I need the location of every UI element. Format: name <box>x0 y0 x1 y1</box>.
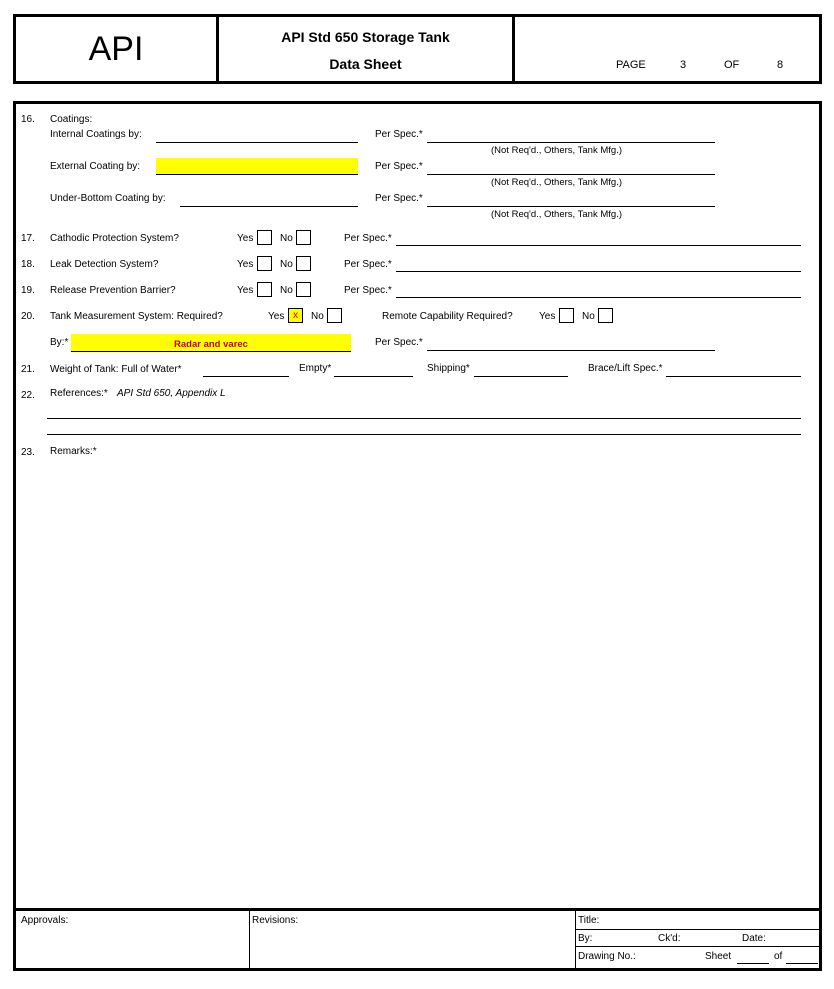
footer-divider-2 <box>575 910 576 969</box>
release-yes-label: Yes <box>237 285 254 296</box>
weight-full-field[interactable] <box>203 376 289 377</box>
item-number-16: 16. <box>21 114 35 125</box>
release-per-spec-label: Per Spec.* <box>344 285 392 296</box>
remarks-label: Remarks:* <box>50 446 97 457</box>
cathodic-no-checkbox[interactable] <box>296 230 311 245</box>
cathodic-yes-label: Yes <box>237 233 254 244</box>
references-line-2[interactable] <box>47 434 801 435</box>
release-yes-checkbox[interactable] <box>257 282 272 297</box>
by-per-spec-label: Per Spec.* <box>375 337 423 348</box>
by-field[interactable] <box>71 334 351 352</box>
release-no-checkbox[interactable] <box>296 282 311 297</box>
external-coating-field[interactable] <box>156 158 358 175</box>
footer-row-line-2 <box>575 946 819 947</box>
sheet-field[interactable] <box>737 963 769 964</box>
release-no-label: No <box>280 285 293 296</box>
weight-label: Weight of Tank: Full of Water* <box>50 364 182 375</box>
page-number: 3 <box>680 59 687 71</box>
internal-coatings-field[interactable] <box>156 142 358 143</box>
under-bottom-coating-field[interactable] <box>180 206 358 207</box>
remote-yes-checkbox[interactable] <box>559 308 574 323</box>
by-footer-label: By: <box>578 933 593 944</box>
date-label: Date: <box>742 933 766 944</box>
by-per-spec-field[interactable] <box>427 350 715 351</box>
of-label: OF <box>724 59 740 71</box>
internal-not-req-note: (Not Req'd., Others, Tank Mfg.) <box>491 145 622 156</box>
page-total: 8 <box>777 59 784 71</box>
tank-meas-yes-label: Yes <box>268 311 285 322</box>
tank-meas-no-label: No <box>311 311 324 322</box>
item-number-22: 22. <box>21 390 35 401</box>
internal-per-spec-field[interactable] <box>427 142 715 143</box>
header-title-box <box>216 14 515 84</box>
external-not-req-note: (Not Req'd., Others, Tank Mfg.) <box>491 177 622 188</box>
item-number-23: 23. <box>21 447 35 458</box>
remote-no-label: No <box>582 311 595 322</box>
sheet-label: Sheet <box>705 951 732 962</box>
external-per-spec-label: Per Spec.* <box>375 161 423 172</box>
coatings-label: Coatings: <box>50 114 93 125</box>
remote-capability-label: Remote Capability Required? <box>382 311 513 322</box>
item-number-18: 18. <box>21 259 35 270</box>
tank-meas-yes-mark: x <box>293 310 298 321</box>
approvals-label: Approvals: <box>21 915 69 926</box>
references-line-1[interactable] <box>47 418 801 419</box>
leak-per-spec-field[interactable] <box>396 271 801 272</box>
item-number-21: 21. <box>21 364 35 375</box>
weight-empty-field[interactable] <box>334 376 413 377</box>
title-label: Title: <box>578 915 600 926</box>
tank-measurement-label: Tank Measurement System: Required? <box>50 311 223 322</box>
cathodic-yes-checkbox[interactable] <box>257 230 272 245</box>
release-per-spec-field[interactable] <box>396 297 801 298</box>
internal-coatings-label: Internal Coatings by: <box>50 129 142 140</box>
tank-meas-yes-checkbox[interactable] <box>288 308 303 323</box>
item-number-20: 20. <box>21 311 35 322</box>
cathodic-no-label: No <box>280 233 293 244</box>
remote-yes-label: Yes <box>539 311 556 322</box>
drawing-no-label: Drawing No.: <box>578 951 636 962</box>
footer-row-line-1 <box>575 929 819 930</box>
footer-divider-1 <box>249 910 250 969</box>
brace-lift-field[interactable] <box>666 376 801 377</box>
empty-label: Empty* <box>299 363 332 374</box>
api-logo: API <box>88 30 144 68</box>
references-value: API Std 650, Appendix L <box>117 388 226 399</box>
leak-yes-checkbox[interactable] <box>257 256 272 271</box>
brace-lift-label: Brace/Lift Spec.* <box>588 363 663 374</box>
item-number-19: 19. <box>21 285 35 296</box>
footer-box <box>13 908 822 971</box>
ckd-label: Ck'd: <box>658 933 681 944</box>
under-per-spec-field[interactable] <box>427 206 715 207</box>
shipping-label: Shipping* <box>427 363 470 374</box>
by-value: Radar and varec <box>174 339 248 350</box>
internal-per-spec-label: Per Spec.* <box>375 129 423 140</box>
item-number-17: 17. <box>21 233 35 244</box>
page-subtitle: Data Sheet <box>329 56 402 72</box>
page-label: PAGE <box>616 59 646 71</box>
references-label: References:* <box>50 388 108 399</box>
tank-meas-no-checkbox[interactable] <box>327 308 342 323</box>
header-page-box <box>512 14 822 84</box>
revisions-label: Revisions: <box>252 915 299 926</box>
leak-per-spec-label: Per Spec.* <box>344 259 392 270</box>
page-title: API Std 650 Storage Tank <box>281 29 450 45</box>
leak-no-checkbox[interactable] <box>296 256 311 271</box>
sheet-of-label: of <box>774 951 783 962</box>
sheet-of-field[interactable] <box>786 963 818 964</box>
leak-no-label: No <box>280 259 293 270</box>
external-per-spec-field[interactable] <box>427 174 715 175</box>
leak-label: Leak Detection System? <box>50 259 159 270</box>
cathodic-label: Cathodic Protection System? <box>50 233 179 244</box>
remote-no-checkbox[interactable] <box>598 308 613 323</box>
weight-shipping-field[interactable] <box>474 376 568 377</box>
cathodic-per-spec-field[interactable] <box>396 245 801 246</box>
under-per-spec-label: Per Spec.* <box>375 193 423 204</box>
release-label: Release Prevention Barrier? <box>50 285 176 296</box>
leak-yes-label: Yes <box>237 259 254 270</box>
external-coating-label: External Coating by: <box>50 161 141 172</box>
under-not-req-note: (Not Req'd., Others, Tank Mfg.) <box>491 209 622 220</box>
cathodic-per-spec-label: Per Spec.* <box>344 233 392 244</box>
under-bottom-coating-label: Under-Bottom Coating by: <box>50 193 166 204</box>
by-label: By:* <box>50 337 69 348</box>
main-section-border <box>13 101 822 911</box>
